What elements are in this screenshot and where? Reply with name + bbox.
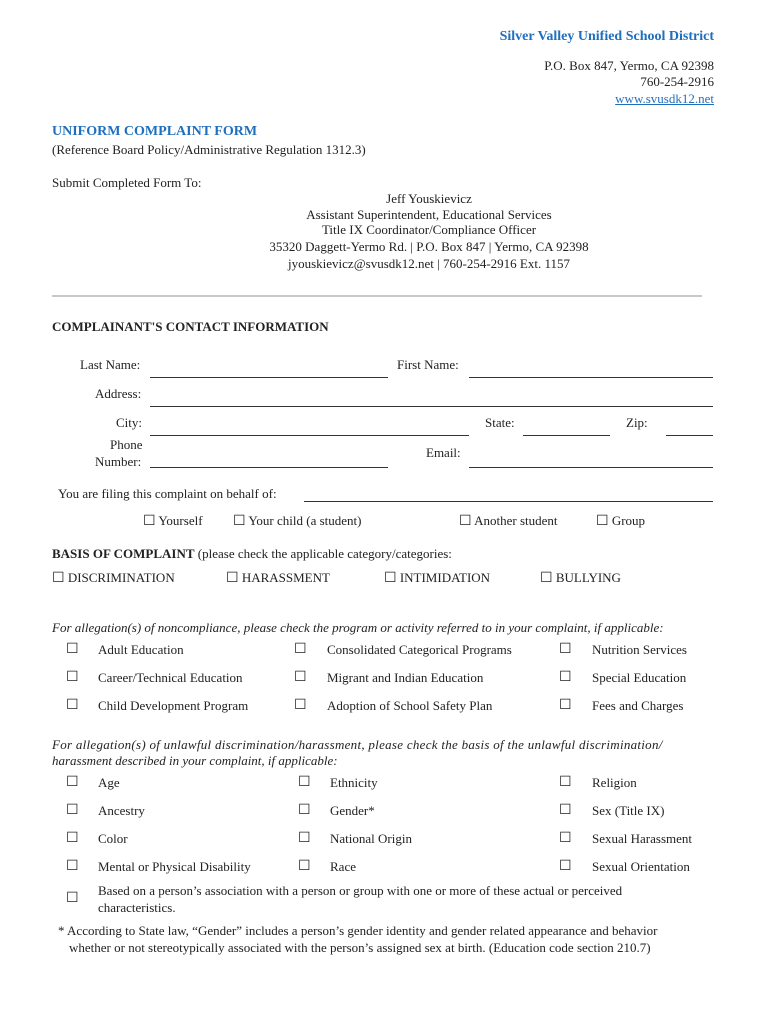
footnote-line2: whether or not stereotypically associated with the person’s assigned sex at birth. (Education code section 210.7) [69, 940, 651, 955]
program-label: Adoption of School Safety Plan [327, 698, 493, 713]
behalf-option-yourself[interactable] [143, 513, 203, 530]
contact-title: Assistant Superintendent, Educational Services [306, 207, 552, 222]
behalf-option-label: Your child (a student) [248, 513, 362, 528]
discrimination-checkbox-national-origin[interactable]: ☐ [298, 831, 311, 846]
behalf-option-label: Another student [474, 513, 558, 528]
checkbox-icon[interactable]: ☐ [596, 514, 609, 529]
footnote-line1: * According to State law, “Gender” includes a person’s gender identity and gender related appearance and behavior [58, 923, 658, 938]
discrimination-label: National Origin [330, 831, 412, 846]
discrimination-checkbox-gender[interactable]: ☐ [298, 803, 311, 818]
basis-heading-bold: BASIS OF COMPLAINT [52, 546, 195, 561]
program-label: Career/Technical Education [98, 670, 243, 685]
program-checkbox-adult-education[interactable]: ☐ [66, 642, 79, 657]
discrimination-checkbox-sexual-orientation[interactable]: ☐ [559, 859, 572, 874]
discrimination-checkbox-association[interactable]: ☐ [66, 891, 79, 906]
form-reference: (Reference Board Policy/Administrative Regulation 1312.3) [52, 142, 366, 157]
checkbox-icon[interactable]: ☐ [384, 571, 397, 586]
address-label: Address: [95, 386, 142, 401]
city-label: City: [116, 415, 143, 430]
program-checkbox-safety-plan[interactable]: ☐ [294, 698, 307, 713]
behalf-option-another-student[interactable] [459, 513, 558, 530]
district-website-link[interactable]: www.svusdk12.net [615, 91, 714, 106]
program-checkbox-fees[interactable]: ☐ [559, 698, 572, 713]
checkbox-icon[interactable]: ☐ [226, 571, 239, 586]
district-name: Silver Valley Unified School District [499, 29, 714, 44]
discrimination-checkbox-ethnicity[interactable]: ☐ [298, 775, 311, 790]
state-label: State: [485, 415, 515, 430]
association-label-line2: characteristics. [98, 900, 176, 915]
state-field[interactable] [523, 435, 610, 436]
email-field[interactable] [469, 467, 713, 468]
contact-section-heading: COMPLAINANT'S CONTACT INFORMATION [52, 319, 329, 334]
phone-field[interactable] [150, 467, 388, 468]
program-label: Migrant and Indian Education [327, 670, 484, 685]
basis-option-harassment[interactable] [226, 570, 330, 587]
basis-option-bullying[interactable] [540, 570, 621, 587]
program-label: Child Development Program [98, 698, 249, 713]
discrimination-checkbox-religion[interactable]: ☐ [559, 775, 572, 790]
basis-option-label: BULLYING [555, 570, 621, 585]
discrimination-label: Ethnicity [330, 775, 378, 790]
discrimination-instruction-line1: For allegation(s) of unlawful discrimination/harassment, please check the basis of the unlawful discrimination/ [52, 737, 663, 752]
submit-to-label: Submit Completed Form To: [52, 175, 202, 190]
discrimination-label: Age [98, 775, 120, 790]
discrimination-label: Ancestry [98, 803, 145, 818]
basis-option-label: INTIMIDATION [399, 570, 491, 585]
discrimination-checkbox-race[interactable]: ☐ [298, 859, 311, 874]
district-phone: 760-254-2916 [640, 74, 714, 89]
divider [52, 295, 702, 297]
program-checkbox-special-ed[interactable]: ☐ [559, 670, 572, 685]
first-name-field[interactable] [469, 377, 713, 378]
checkbox-icon[interactable]: ☐ [52, 571, 65, 586]
discrimination-label: Sexual Harassment [592, 831, 693, 846]
discrimination-label: Sexual Orientation [592, 859, 690, 874]
program-checkbox-migrant[interactable]: ☐ [294, 670, 307, 685]
program-checkbox-consolidated[interactable]: ☐ [294, 642, 307, 657]
discrimination-label: Race [330, 859, 356, 874]
discrimination-checkbox-age[interactable]: ☐ [66, 775, 79, 790]
discrimination-label: Color [98, 831, 128, 846]
program-label: Adult Education [98, 642, 184, 657]
discrimination-checkbox-color[interactable]: ☐ [66, 831, 79, 846]
checkbox-icon[interactable]: ☐ [143, 514, 156, 529]
form-title: UNIFORM COMPLAINT FORM [52, 124, 258, 139]
basis-option-discrimination[interactable] [52, 570, 175, 587]
contact-email-phone: jyouskievicz@svusdk12.net | 760-254-2916 Ext. 1157 [287, 256, 570, 271]
phone-label-line1: Phone [110, 437, 143, 452]
association-label-line1: Based on a person’s association with a person or group with one or more of these actual or perceived [98, 883, 623, 898]
checkbox-icon[interactable]: ☐ [233, 514, 246, 529]
program-checkbox-nutrition[interactable]: ☐ [559, 642, 572, 657]
discrimination-checkbox-sexual-harassment[interactable]: ☐ [559, 831, 572, 846]
discrimination-checkbox-disability[interactable]: ☐ [66, 859, 79, 874]
zip-field[interactable] [666, 435, 713, 436]
program-checkbox-child-dev[interactable]: ☐ [66, 698, 79, 713]
city-field[interactable] [150, 435, 469, 436]
contact-address: 35320 Daggett-Yermo Rd. | P.O. Box 847 | Yermo, CA 92398 [269, 239, 589, 254]
last-name-field[interactable] [150, 377, 388, 378]
last-name-label: Last Name: [80, 357, 141, 372]
program-label: Consolidated Categorical Programs [327, 642, 512, 657]
email-label: Email: [426, 445, 461, 460]
basis-option-label: DISCRIMINATION [67, 570, 175, 585]
zip-label: Zip: [626, 415, 648, 430]
basis-option-label: HARASSMENT [241, 570, 330, 585]
behalf-field[interactable] [304, 501, 713, 502]
program-instruction: For allegation(s) of noncompliance, please check the program or activity referred to in your complaint, if applicable: [52, 620, 664, 635]
behalf-option-label: Group [611, 513, 646, 528]
discrimination-label: Religion [592, 775, 637, 790]
contact-role: Title IX Coordinator/Compliance Officer [321, 222, 537, 237]
discrimination-checkbox-sex[interactable]: ☐ [559, 803, 572, 818]
basis-option-intimidation[interactable] [384, 570, 490, 587]
behalf-option-group[interactable] [596, 513, 645, 530]
first-name-label: First Name: [397, 357, 459, 372]
program-label: Fees and Charges [592, 698, 684, 713]
discrimination-label: Gender* [330, 803, 375, 818]
contact-name: Jeff Youskievicz [386, 191, 472, 206]
discrimination-instruction-line2: harassment described in your complaint, if applicable: [52, 753, 338, 768]
checkbox-icon[interactable]: ☐ [459, 514, 472, 529]
discrimination-label: Sex (Title IX) [592, 803, 665, 818]
behalf-option-child[interactable] [233, 513, 361, 530]
discrimination-label: Mental or Physical Disability [98, 859, 251, 874]
checkbox-icon[interactable]: ☐ [540, 571, 553, 586]
program-label: Nutrition Services [592, 642, 687, 657]
address-field[interactable] [150, 406, 713, 407]
basis-heading [52, 546, 452, 562]
behalf-option-label: Yourself [158, 513, 203, 528]
basis-heading-note: (please check the applicable category/categories: [194, 546, 452, 561]
district-address: P.O. Box 847, Yermo, CA 92398 [544, 58, 714, 73]
behalf-label: You are filing this complaint on behalf of: [58, 486, 277, 501]
discrimination-checkbox-ancestry[interactable]: ☐ [66, 803, 79, 818]
program-label: Special Education [592, 670, 687, 685]
program-checkbox-career-tech[interactable]: ☐ [66, 670, 79, 685]
phone-label-line2: Number: [95, 454, 142, 469]
